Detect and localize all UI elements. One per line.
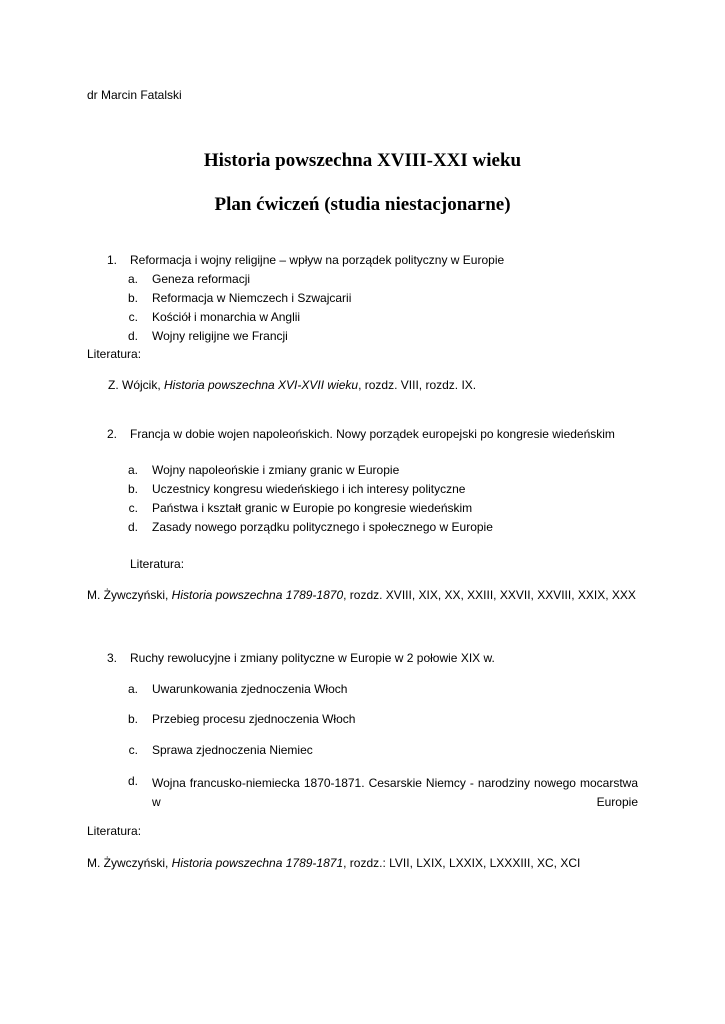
literature-book-title: Historia powszechna XVI-XVII wieku [164, 378, 359, 392]
item-letter: c. [128, 501, 138, 515]
list-item: Kościół i monarchia w Anglii [152, 310, 301, 324]
item-letter: c. [128, 310, 138, 324]
list-item: Uwarunkowania zjednoczenia Włoch [152, 682, 348, 696]
author-name: dr Marcin Fatalski [87, 88, 182, 102]
literature-entry [108, 378, 476, 392]
list-item: Uczestnicy kongresu wiedeńskiego i ich interesy polityczne [152, 482, 466, 496]
section-number: 2. [106, 427, 117, 441]
list-item: Wojny napoleońskie i zmiany granic w Europie [152, 463, 400, 477]
list-item: Reformacja w Niemczech i Szwajcarii [152, 291, 352, 305]
item-letter: d. [127, 329, 138, 343]
literature-label: Literatura: [87, 347, 142, 361]
section-heading: Ruchy rewolucyjne i zmiany polityczne w Europie w 2 połowie XIX w. [130, 651, 495, 665]
list-item: Wojna francusko-niemiecka 1870-1871. Cesarskie Niemcy - narodziny nowego mocarstwa w Europie [152, 776, 638, 809]
item-letter: b. [127, 291, 138, 305]
list-item: Wojny religijne we Francji [152, 329, 288, 343]
literature-author: Z. Wójcik, [108, 378, 164, 392]
list-item: Zasady nowego porządku politycznego i społecznego w Europie [152, 520, 493, 534]
item-letter: b. [127, 712, 138, 726]
item-letter: b. [127, 482, 138, 496]
list-item: Geneza reformacji [152, 272, 251, 286]
section-number: 3. [106, 651, 117, 665]
literature-book-title: Historia powszechna 1789-1871 [171, 856, 344, 870]
literature-label: Literatura: [130, 557, 185, 571]
literature-details: , rozdz. VIII, rozdz. IX. [358, 378, 477, 392]
item-letter: c. [128, 743, 138, 757]
item-letter: a. [127, 463, 138, 477]
item-letter: d. [127, 520, 138, 534]
item-letter: a. [127, 682, 138, 696]
document-subtitle: Plan ćwiczeń (studia niestacjonarne) [214, 194, 511, 215]
list-item: Sprawa zjednoczenia Niemiec [152, 743, 313, 757]
literature-book-title: Historia powszechna 1789-1870 [171, 588, 344, 602]
literature-entry [87, 588, 636, 602]
literature-entry [87, 856, 580, 870]
list-item: Przebieg procesu zjednoczenia Włoch [152, 712, 356, 726]
literature-author: M. Żywczyński, [87, 856, 172, 870]
literature-author: M. Żywczyński, [87, 588, 172, 602]
literature-details: , rozdz.: LVII, LXIX, LXXIX, LXXXIII, XC, XCI [343, 856, 581, 870]
item-letter: a. [127, 272, 138, 286]
item-letter: d. [127, 774, 138, 788]
section-heading: Reformacja i wojny religijne – wpływ na porządek polityczny w Europie [130, 253, 505, 267]
list-item: Państwa i kształt granic w Europie po kongresie wiedeńskim [152, 501, 473, 515]
literature-label: Literatura: [87, 824, 142, 838]
document-title: Historia powszechna XVIII-XXI wieku [203, 150, 522, 171]
literature-details: , rozdz. XVIII, XIX, XX, XXIII, XXVII, XXVIII, XXIX, XXX [343, 588, 636, 602]
section-heading: Francja w dobie wojen napoleońskich. Nowy porządek europejski po kongresie wiedeńskim [130, 427, 615, 441]
section-number: 1. [106, 253, 117, 267]
